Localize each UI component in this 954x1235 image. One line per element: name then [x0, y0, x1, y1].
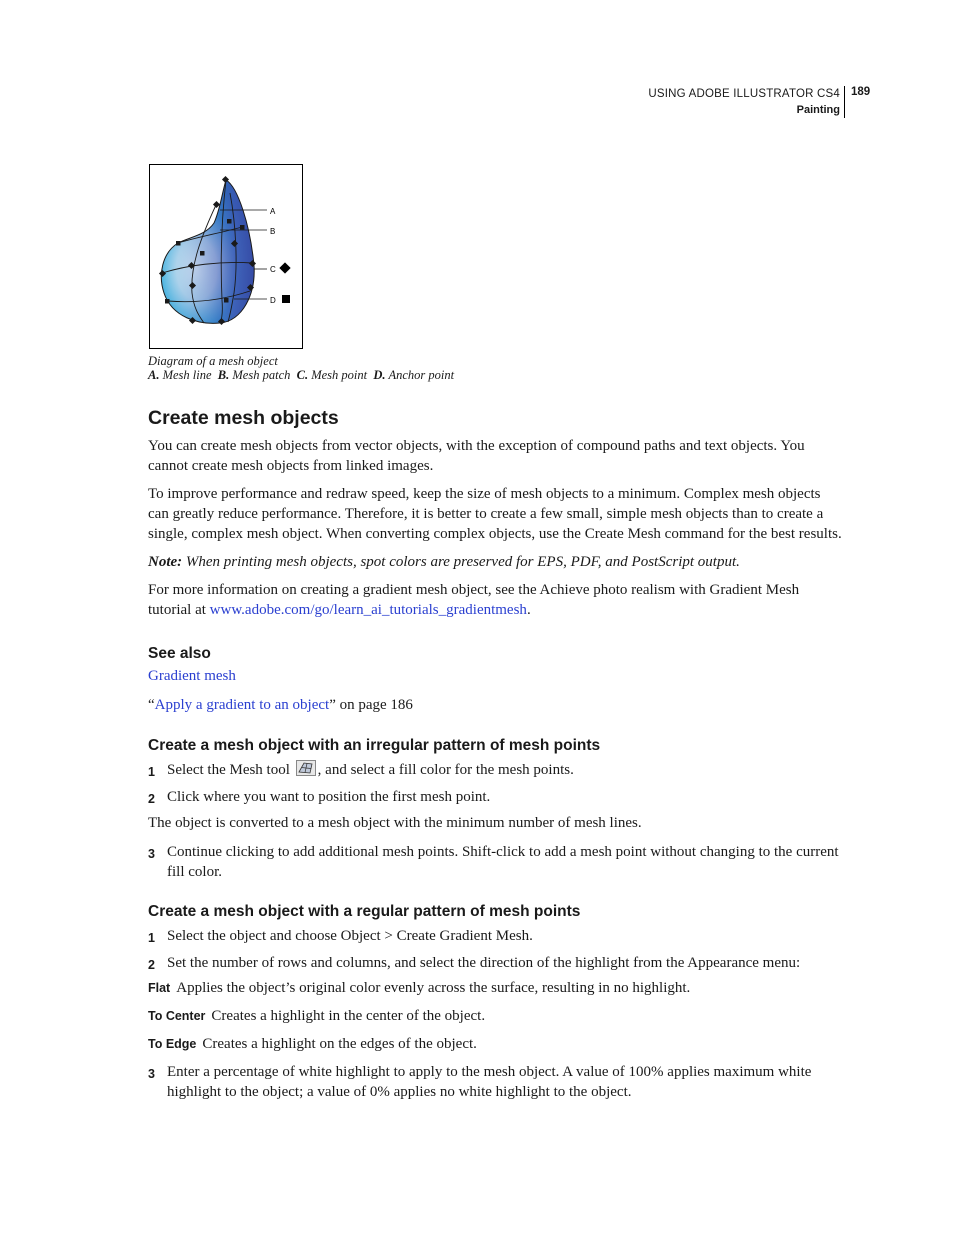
option-center-text: Creates a highlight in the center of the object.: [211, 1008, 486, 1024]
mesh-point-legend-icon: [279, 262, 290, 273]
step-number: 1: [148, 931, 155, 945]
mesh-shape: [150, 165, 304, 350]
label-d: D: [270, 296, 276, 305]
label-c: C: [270, 265, 276, 274]
section-heading-create-mesh: Create mesh objects: [148, 407, 339, 429]
option-to-edge: [148, 1034, 843, 1054]
step2-text: Click where you want to position the first mesh point.: [167, 789, 491, 805]
legend-key-b: B.: [217, 368, 230, 382]
heading-irregular-pattern: Create a mesh object with an irregular pattern of mesh points: [148, 737, 601, 754]
legend-key-a: A.: [148, 368, 160, 382]
apply-gradient-link[interactable]: Apply a gradient to an object: [154, 697, 330, 713]
step-number: 3: [148, 1067, 155, 1081]
step3-text: Continue clicking to add additional mesh points. Shift-click to add a mesh point without changing to the current fill color.: [167, 844, 839, 880]
anchor-point-legend-icon: [282, 295, 290, 303]
option-flat-term: Flat: [148, 981, 171, 995]
regular-step-3: [148, 1062, 843, 1102]
paragraph-intro: You can create mesh objects from vector objects, with the exception of compound paths and text objects. You cannot create mesh objects from linked images.: [148, 438, 805, 474]
step-number: 2: [148, 958, 155, 972]
step-number: 1: [148, 765, 155, 779]
step-number: 2: [148, 792, 155, 806]
irregular-result-paragraph: The object is converted to a mesh object with the minimum number of mesh lines.: [148, 815, 642, 831]
figure-caption-title: Diagram of a mesh object: [148, 354, 278, 368]
regular-step3-text: Enter a percentage of white highlight to apply to the mesh object. A value of 100% applies maximum white highlight to the object; a value of 0% applies no white highlight to the object.: [167, 1064, 812, 1100]
irregular-step-1: [148, 760, 843, 780]
mesh-diagram-figure: [149, 164, 303, 349]
option-edge-text: Creates a highlight on the edges of the object.: [202, 1036, 477, 1052]
legend-key-d: D.: [373, 368, 386, 382]
option-flat-text: Applies the object’s original color evenly across the surface, resulting in no highlight.: [176, 980, 691, 996]
note-text: When printing mesh objects, spot colors are preserved for EPS, PDF, and PostScript output.: [185, 554, 740, 570]
running-header-title: USING ADOBE ILLUSTRATOR CS4: [648, 88, 840, 100]
option-to-center: [148, 1006, 843, 1026]
heading-regular-pattern: Create a mesh object with a regular pattern of mesh points: [148, 903, 581, 920]
running-header-section: Painting: [796, 104, 840, 116]
gradient-mesh-link[interactable]: Gradient mesh: [148, 668, 236, 684]
legend-text-c: Mesh point: [311, 368, 368, 382]
regular-step-1: [148, 926, 843, 946]
step-number: 3: [148, 847, 155, 861]
quote-open: “: [148, 697, 155, 713]
see-also-heading: See also: [148, 645, 211, 662]
paragraph-performance: To improve performance and redraw speed, keep the size of mesh objects to a minimum. Complex mesh objects can greatly reduce performance. Therefore, it is better to create a few small, simple mesh objects than to create a single, complex mesh object. When converting complex objects, use the Create Mesh command for the best results.: [148, 486, 842, 542]
option-flat: [148, 978, 843, 998]
irregular-step-2: [148, 787, 843, 807]
step1-text-b: , and select a fill color for the mesh points.: [317, 762, 574, 778]
irregular-step-3: [148, 842, 843, 882]
note-paragraph: [148, 552, 843, 572]
page-ref: ” on page 186: [329, 697, 413, 713]
label-b: B: [270, 227, 276, 236]
see-also-item-2: [148, 695, 843, 715]
legend-text-b: Mesh patch: [232, 368, 291, 382]
option-center-term: To Center: [148, 1009, 206, 1023]
header-divider: [844, 86, 845, 118]
regular-step-2: [148, 953, 843, 973]
option-edge-term: To Edge: [148, 1037, 197, 1051]
legend-text-a: Mesh line: [162, 368, 212, 382]
regular-step1-text: Select the object and choose Object > Create Gradient Mesh.: [167, 928, 533, 944]
note-label: Note:: [148, 554, 183, 570]
legend-key-c: C.: [296, 368, 309, 382]
step1-text-a: Select the Mesh tool: [167, 762, 290, 778]
tutorial-link[interactable]: www.adobe.com/go/learn_ai_tutorials_gradientmesh: [209, 602, 527, 618]
regular-step2-text: Set the number of rows and columns, and select the direction of the highlight from the Appearance menu:: [167, 955, 801, 971]
page-number: 189: [851, 86, 871, 98]
see-also-item-1: [148, 666, 843, 686]
legend-text-d: Anchor point: [388, 368, 455, 382]
label-a: A: [270, 207, 276, 216]
mesh-tool-icon: [296, 760, 316, 776]
tutorial-end: .: [526, 602, 531, 618]
mesh-object-illustration: [150, 165, 304, 350]
figure-legend: [148, 368, 454, 383]
paragraph-tutorial: [148, 580, 843, 620]
tutorial-text: For more information on creating a gradient mesh object, see the Achieve photo realism with Gradient Mesh tutorial at: [148, 582, 800, 618]
